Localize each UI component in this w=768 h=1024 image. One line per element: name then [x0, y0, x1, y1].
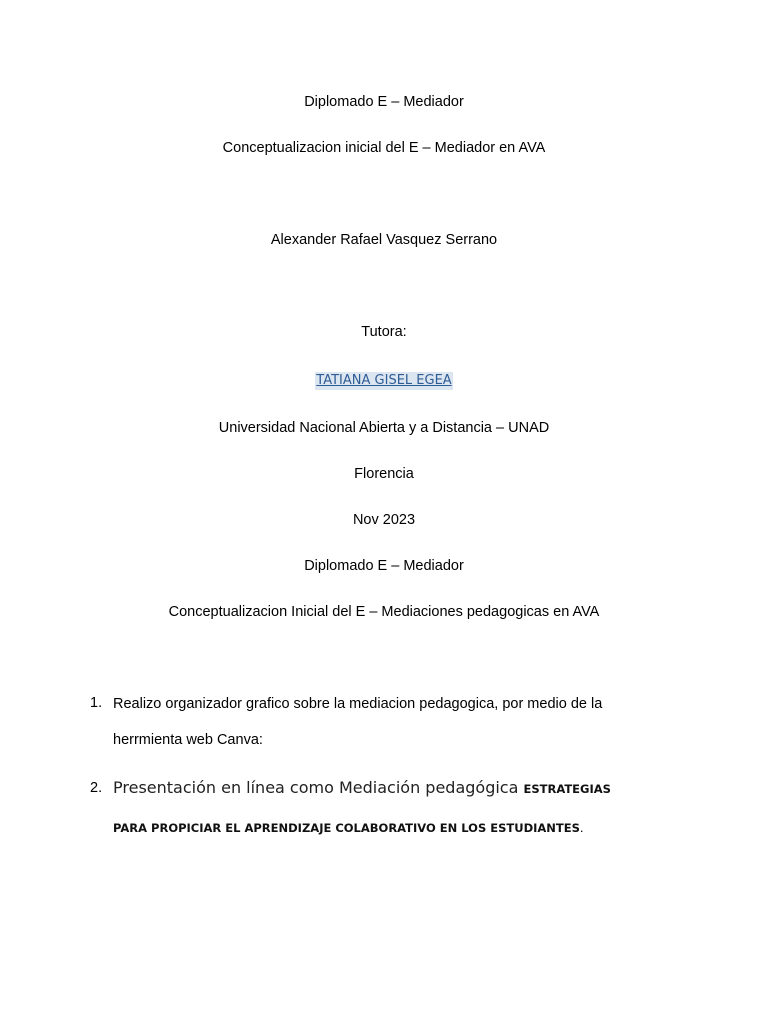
subtitle: Conceptualizacion inicial del E – Mediador en AVA [222, 140, 546, 156]
list-item [90, 777, 690, 847]
section-title: Diplomado E – Mediador [304, 558, 464, 574]
presentation-text: Presentación en línea como Mediación pedagógica [113, 778, 524, 797]
section-subtitle: Conceptualizacion Inicial del E – Mediaciones pedagogicas en AVA [168, 604, 600, 620]
list-number: 1. [90, 695, 103, 711]
tutor-name: TATIANA GISEL EGEA [316, 373, 452, 388]
list-number: 2. [90, 780, 103, 796]
date: Nov 2023 [352, 512, 416, 528]
list-item-text: Realizo organizador grafico sobre la mediacion pedagogica, por medio de la [113, 696, 603, 712]
author-name: Alexander Rafael Vasquez Serrano [270, 232, 498, 248]
strategies-heading-start: ESTRATEGIAS [523, 782, 611, 796]
city: Florencia [354, 466, 414, 482]
period: . [579, 820, 584, 835]
list-item [90, 695, 690, 755]
university-name: Universidad Nacional Abierta y a Distancia – UNAD [218, 420, 550, 436]
list-item-text [113, 777, 611, 800]
tutor-label: Tutora: [361, 324, 407, 340]
list-item-text-continued [113, 819, 584, 837]
diploma-title: Diplomado E – Mediador [304, 94, 464, 110]
strategies-heading-end: PARA PROPICIAR EL APRENDIZAJE COLABORATIVO EN LOS ESTUDIANTES [113, 821, 580, 835]
tutor-line [0, 371, 768, 390]
list-item-text-continued: herrmienta web Canva: [113, 732, 263, 748]
